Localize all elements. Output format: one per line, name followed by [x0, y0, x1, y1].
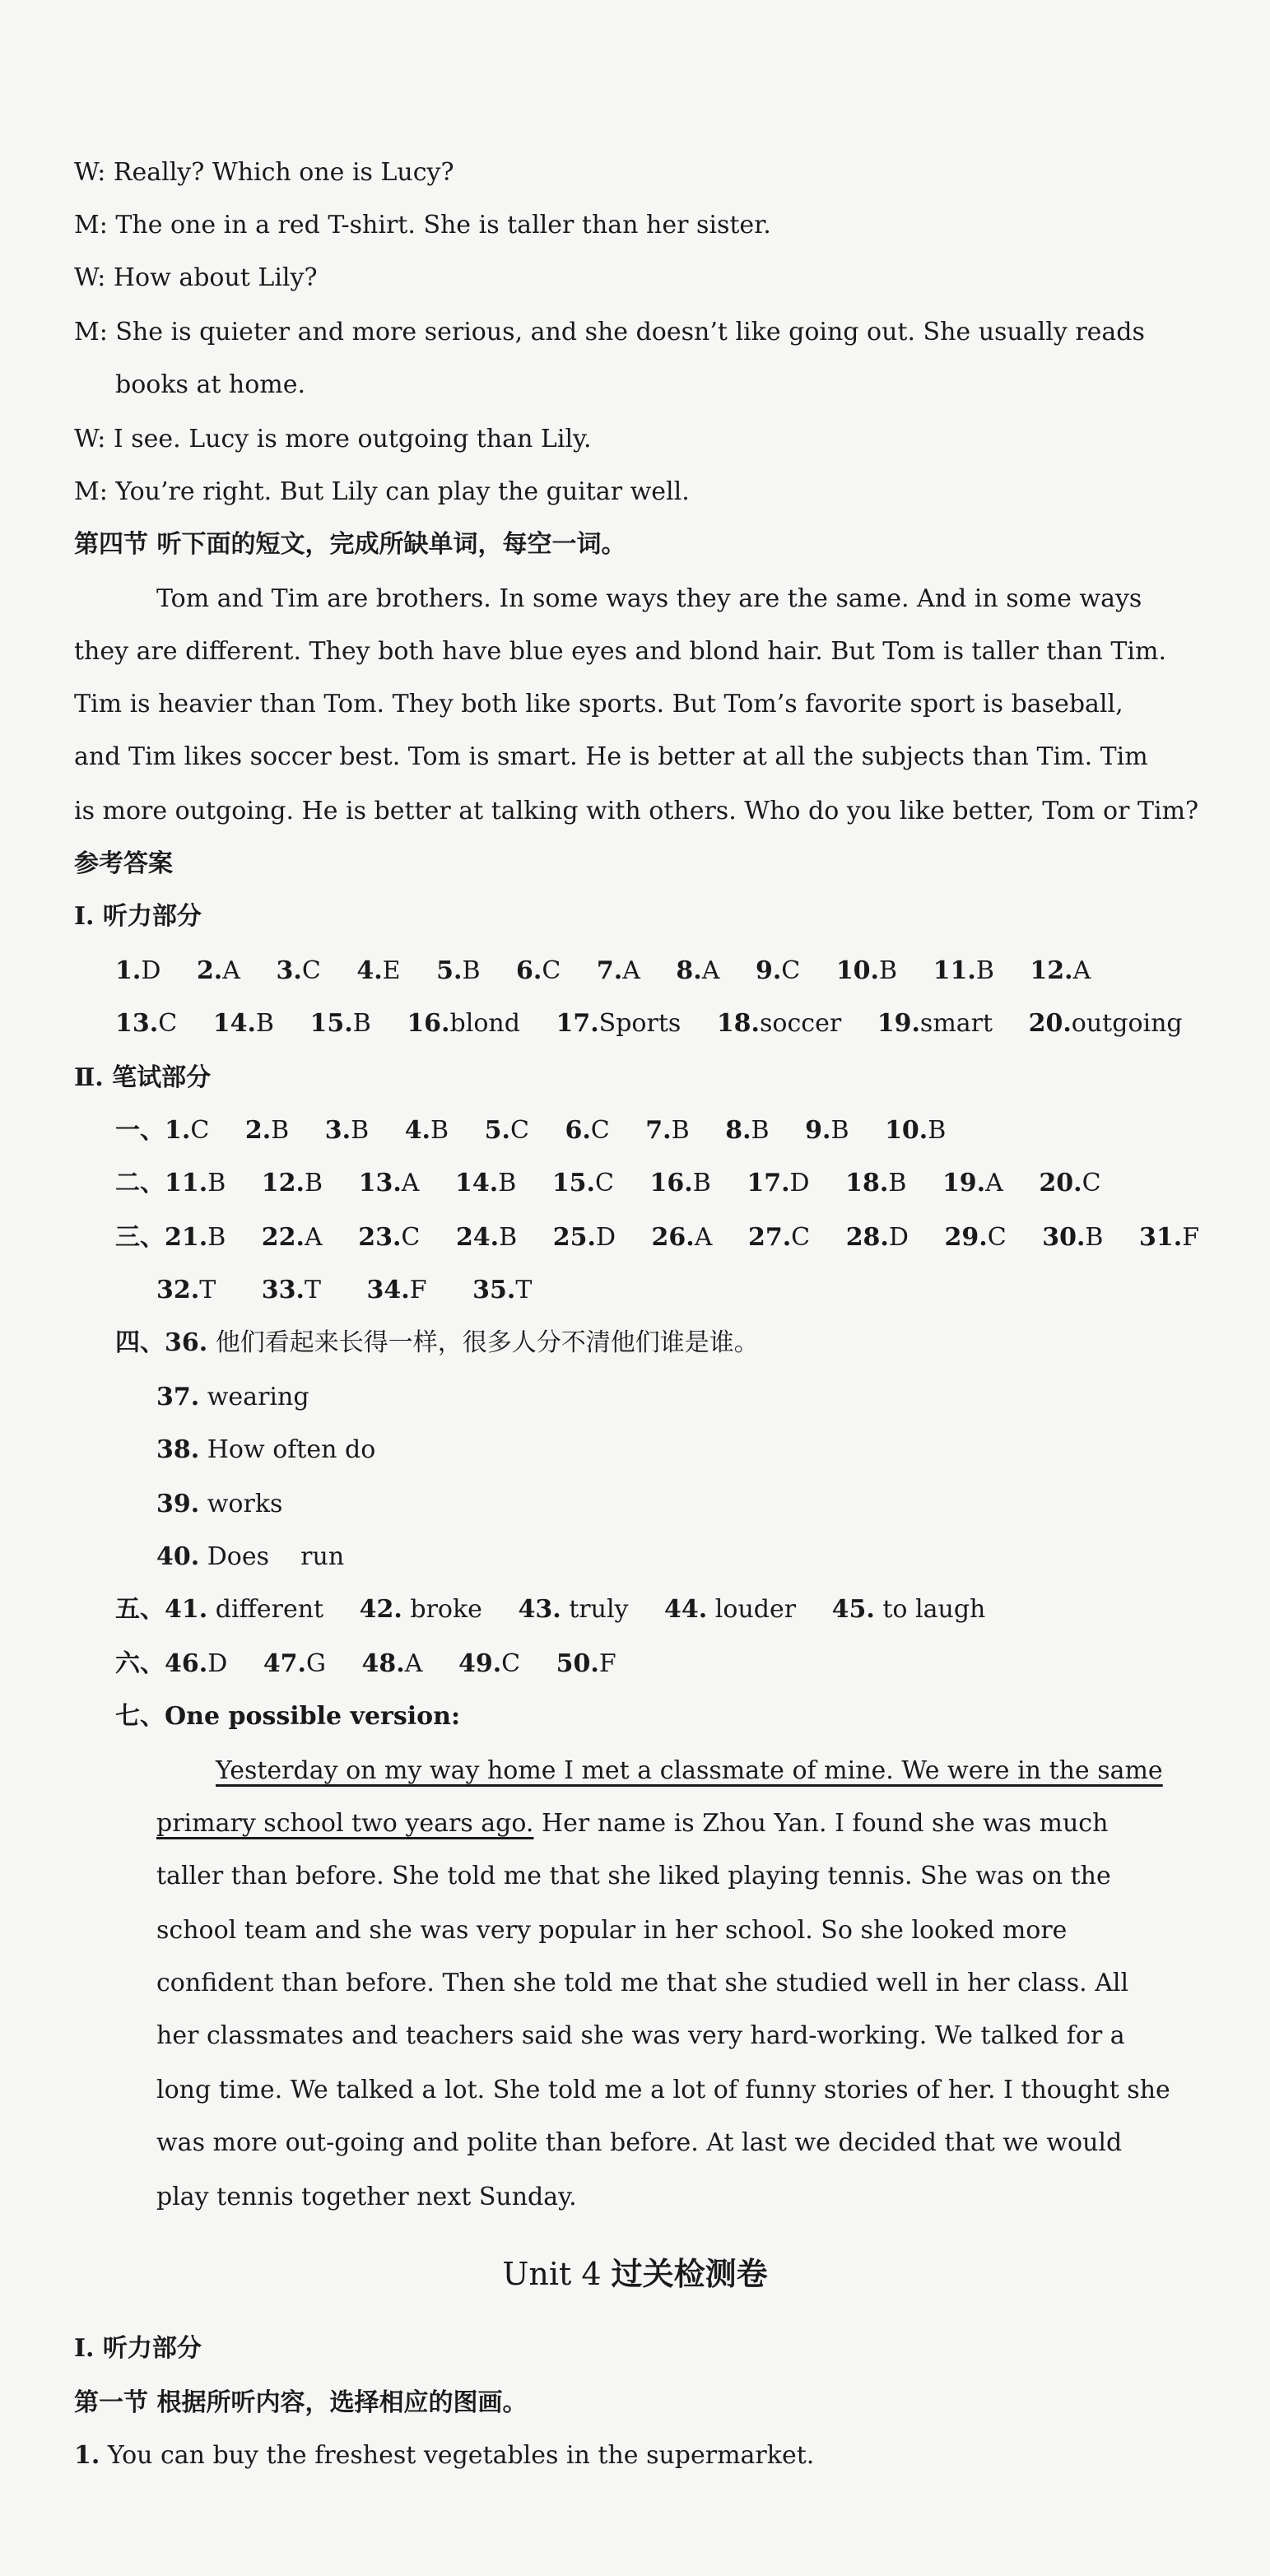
- answer-row: 五、41. different 42. broke 43. truly 44. louder 45. to laugh: [115, 1595, 986, 1624]
- passage-line: they are different. They both have blue eyes and blond hair. But Tom is taller than Tim.: [74, 637, 1167, 666]
- dialogue-line: books at home.: [115, 370, 306, 399]
- answer-row: 三、21.B 22.A 23.C 24.B 25.D 26.A 27.C 28.D 29.C 30.B 31.F: [115, 1223, 1200, 1252]
- unit-title: Unit 4 过关检测卷: [502, 2255, 768, 2292]
- answer-row: 32.T 33.T 34.F 35.T: [156, 1276, 533, 1304]
- section-heading: 七、One possible version:: [115, 1702, 461, 1731]
- dialogue-line: W: How about Lily?: [74, 263, 318, 292]
- listening-heading: Ⅰ. 听力部分: [74, 2334, 202, 2363]
- listening-heading: Ⅰ. 听力部分: [74, 902, 202, 931]
- answer-row: 13.C 14.B 15.B 16.blond 17.Sports 18.soccer 19.smart 20.outgoing: [115, 1009, 1183, 1038]
- dialogue-line: M: She is quieter and more serious, and she doesn’t like going out. She usually reads: [74, 318, 1145, 346]
- essay-line: long time. We talked a lot. She told me a lot of funny stories of her. I thought she: [156, 2076, 1170, 2104]
- passage-line: is more outgoing. He is better at talking with others. Who do you like better, Tom or Tim?: [74, 797, 1199, 825]
- answer-row: 四、36. 他们看起来长得一样，很多人分不清他们谁是谁。: [115, 1328, 759, 1357]
- writing-heading: Ⅱ. 笔试部分: [74, 1063, 212, 1092]
- answer-row: 40. Does run: [156, 1542, 345, 1571]
- dialogue-line: M: The one in a red T-shirt. She is taller than her sister.: [74, 211, 771, 239]
- answer-row: 1.D 2.A 3.C 4.E 5.B 6.C 7.A 8.A 9.C 10.B 11.B 12.A: [115, 956, 1091, 985]
- section-heading: 第一节 根据所听内容，选择相应的图画。: [74, 2388, 528, 2417]
- essay-line: was more out-going and polite than before. At last we decided that we would: [156, 2128, 1123, 2157]
- passage-line: Tom and Tim are brothers. In some ways they are the same. And in some ways: [156, 584, 1142, 613]
- dialogue-line: W: Really? Which one is Lucy?: [74, 158, 454, 187]
- answers-heading: 参考答案: [74, 849, 173, 878]
- answer-row: 二、11.B 12.B 13.A 14.B 15.C 16.B 17.D 18.B 19.A 20.C: [115, 1169, 1101, 1197]
- essay-line: confident than before. Then she told me that she studied well in her class. All: [156, 1969, 1129, 1997]
- section-heading: 第四节 听下面的短文，完成所缺单词，每空一词。: [74, 530, 626, 559]
- essay-line: her classmates and teachers said she was very hard-working. We talked for a: [156, 2021, 1125, 2050]
- dialogue-line: M: You’re right. But Lily can play the guitar well.: [74, 477, 690, 506]
- answer-row: 37. wearing: [156, 1383, 309, 1411]
- answer-row: 39. works: [156, 1490, 283, 1518]
- answer-row: 六、46.D 47.G 48.A 49.C 50.F: [115, 1649, 616, 1678]
- question-line: 1. You can buy the freshest vegetables in the supermarket.: [74, 2441, 815, 2470]
- essay-line: school team and she was very popular in her school. So she looked more: [156, 1916, 1068, 1945]
- answer-row: 一、1.C 2.B 3.B 4.B 5.C 6.C 7.B 8.B 9.B 10.B: [115, 1116, 947, 1145]
- passage-line: Tim is heavier than Tom. They both like sports. But Tom’s favorite sport is baseball,: [74, 690, 1123, 718]
- essay-line: taller than before. She told me that she liked playing tennis. She was on the: [156, 1862, 1111, 1890]
- passage-line: and Tim likes soccer best. Tom is smart. He is better at all the subjects than Tim. Tim: [74, 742, 1148, 771]
- dialogue-line: W: I see. Lucy is more outgoing than Lily.: [74, 425, 592, 453]
- essay-line: primary school two years ago. Her name is Zhou Yan. I found she was much: [156, 1809, 1109, 1838]
- essay-line: play tennis together next Sunday.: [156, 2183, 577, 2211]
- answer-row: 38. How often do: [156, 1435, 376, 1464]
- essay-line: Yesterday on my way home I met a classmate of mine. We were in the same: [216, 1756, 1163, 1785]
